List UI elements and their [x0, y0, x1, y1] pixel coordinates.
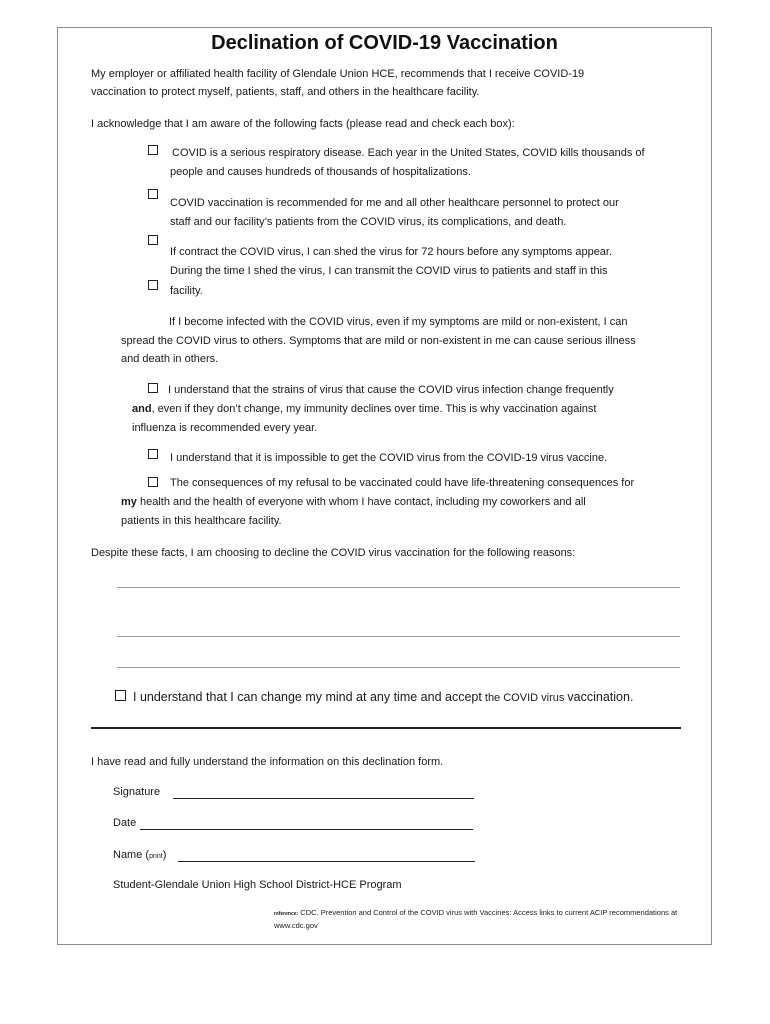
date-field[interactable]	[140, 829, 473, 830]
fact-7-line-1: The consequences of my refusal to be vaccinated could have life-threatening consequences for	[170, 477, 635, 489]
signature-field[interactable]	[173, 798, 474, 799]
fact-2-line-1: COVID vaccination is recommended for me and all other healthcare personnel to protect our	[170, 197, 619, 209]
name-label-end: )	[162, 849, 167, 861]
name-label-print: print	[149, 853, 163, 860]
form-title: Declination of COVID-19 Vaccination	[211, 32, 558, 54]
despite-text: Despite these facts, I am choosing to decline the COVID virus vaccination for the following reasons:	[91, 547, 576, 559]
change-mind-checkbox[interactable]	[115, 690, 126, 701]
fact-7-line-2	[121, 493, 586, 512]
change-mind-part-1: I understand that I can change my mind at any time and accept	[133, 690, 482, 704]
fact-1-line-1: COVID is a serious respiratory disease. Each year in the United States, COVID kills thousands of	[172, 147, 645, 159]
fact-6-text: I understand that it is impossible to get the COVID virus from the COVID-19 virus vaccine.	[170, 452, 608, 464]
fact-1-line-2: people and causes hundreds of thousands of hospitalizations.	[170, 166, 471, 178]
acknowledge-text: I acknowledge that I am aware of the following facts (please read and check each box):	[91, 118, 515, 130]
change-mind-text	[133, 689, 633, 706]
fact-4-line-3: and death in others.	[121, 353, 219, 365]
fact-3-line-2: During the time I shed the virus, I can transmit the COVID virus to patients and staff in this	[170, 265, 608, 277]
section-divider	[91, 727, 681, 729]
read-understand-text: I have read and fully understand the information on this declination form.	[91, 756, 444, 768]
fact-3-line-3: facility.	[170, 285, 203, 297]
fact-2-checkbox[interactable]	[148, 189, 158, 199]
fact-4-line-2: spread the COVID virus to others. Symptoms that are mild or non-existent in me can cause serious illness	[121, 335, 636, 347]
fact-4-checkbox[interactable]	[148, 280, 158, 290]
fact-7-line-3: patients in this healthcare facility.	[121, 515, 282, 527]
reason-line-1[interactable]	[117, 587, 680, 588]
date-label: Date	[113, 817, 137, 829]
fact-5-line-2-text: , even if they don’t change, my immunity declines over time. This is why vaccination against	[151, 403, 597, 415]
intro-line-1: My employer or affiliated health facility of Glendale Union HCE, recommends that I receive COVID-19	[91, 68, 585, 80]
reference-note	[274, 907, 684, 932]
reason-line-3[interactable]	[117, 667, 680, 668]
fact-2-line-2: staff and our facility’s patients from the COVID virus, its complications, and death.	[170, 216, 567, 228]
fact-6-checkbox[interactable]	[148, 449, 158, 459]
fact-5-checkbox[interactable]	[148, 383, 158, 393]
intro-line-2: vaccination to protect myself, patients, staff, and others in the healthcare facility.	[91, 86, 480, 98]
reference-text: CDC. Prevention and Control of the COVID virus with Vaccines: Access links to current ACIP recommendations at www.cdc.gov	[274, 908, 678, 930]
change-mind-part-2: the COVID virus	[481, 692, 568, 704]
fact-1-checkbox[interactable]	[148, 145, 158, 155]
fact-5-emphasis: and	[132, 403, 152, 415]
reason-line-2[interactable]	[117, 636, 680, 637]
fact-3-checkbox[interactable]	[148, 235, 158, 245]
signature-label: Signature	[113, 786, 161, 798]
fact-5-line-3: influenza is recommended every year.	[132, 422, 318, 434]
declination-form-page	[57, 27, 712, 945]
fact-5-line-2	[132, 400, 596, 419]
name-field[interactable]	[178, 861, 475, 862]
fact-5-line-1: I understand that the strains of virus that cause the COVID virus infection change frequently	[168, 384, 614, 396]
fact-7-checkbox[interactable]	[148, 477, 158, 487]
program-text: Student-Glendale Union High School District-HCE Program	[113, 879, 402, 891]
fact-7-emphasis: my	[121, 496, 137, 508]
name-label	[113, 846, 166, 866]
reference-label: reference:	[274, 911, 299, 917]
fact-3-line-1: If contract the COVID virus, I can shed the virus for 72 hours before any symptoms appear.	[170, 246, 613, 258]
name-label-start: Name (	[113, 849, 150, 861]
fact-4-line-1: If I become infected with the COVID virus, even if my symptoms are mild or non-existent, I can	[169, 316, 628, 328]
change-mind-part-3: vaccination.	[567, 690, 634, 704]
fact-7-line-2-text: health and the health of everyone with whom I have contact, including my coworkers and all	[136, 496, 586, 508]
